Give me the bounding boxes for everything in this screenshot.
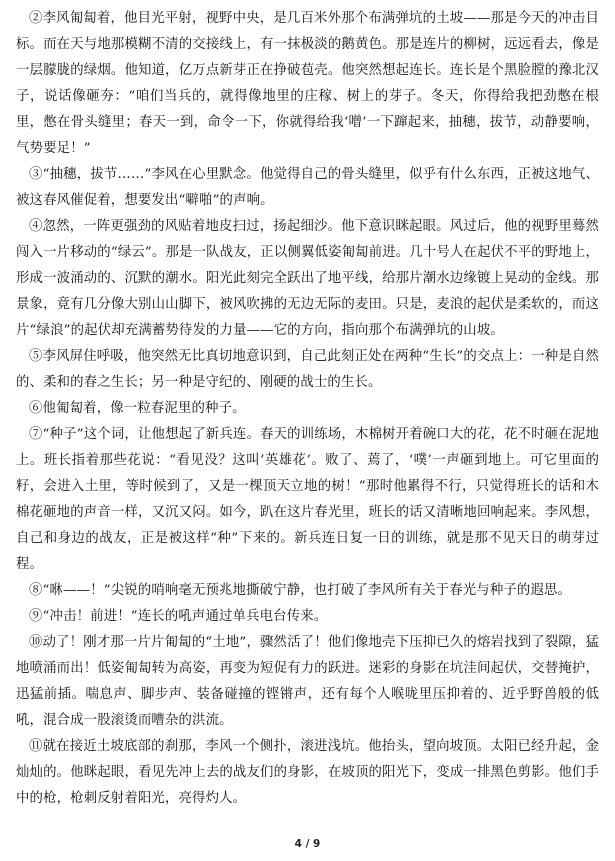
paragraph-6: ⑥他匍匐着，像一粒春泥里的种子。: [29, 401, 246, 416]
paragraph-7: ⑦“种子”这个词，让他想起了新兵连。春天的训练场，木棉树开着碗口大的花，花不时砸在泥地上。班长指着那些花说：“看见没？这叫‘英雄花’。败了、蔫了，‘噗’一声砸到地上。可它里面的籽，会进入土里，等时候到了，又是一棵顶天立地的树！”那时他累得不行，只觉得班长的话和木棉花砸地的声音一样，又沉又闷。如今，趴在这片春光里，班长的话又清晰地回响起来。李风想，自己和身边的战友，正是被这样“种”下来的。新兵连日复一日的训练，就是那不见天日的萌芽过程。: [16, 427, 599, 572]
paragraph-10: ⑩动了！刚才那一片片匍匐的“土地”，骤然活了！他们像地壳下压抑已久的熔岩找到了裂隙，猛地喷涌而出！低姿匍匐转为高姿，再变为短促有力的跃进。迷彩的身影在坑洼间起伏，交替掩护，迅猛前插。喘息声、脚步声、装备碰撞的铿锵声，还有每个人喉咙里压抑着的、近乎野兽般的低吼，混合成一股滚烫而嘈杂的洪流。: [16, 635, 599, 728]
paragraph-2: ②李风匍匐着，他目光平射，视野中央，是几百米外那个布满弹坑的土坡——那是今天的冲击目标。而在天与地那模糊不清的交接线上，有一抹极淡的鹅黄色。那是连片的柳树，远远看去，像是一层朦胧的绿烟。他知道，亿万点新芽正在挣破苞壳。他突然想起连长。连长是个黑脸膛的豫北汉子，说话像砸夯：“咱们当兵的，就得像地里的庄稼、树上的芽子。冬天，你得给我把劲憋在根里，憋在骨头缝里；春天一到，命令一下，你就得给我‘噌’一下蹿起来，抽穗，拔节，动静要响，气势要足！”: [16, 11, 599, 156]
paragraph-5: ⑤李风屏住呼吸，他突然无比真切地意识到，自己此刻正处在两种“生长”的交点上：一种是自然的、柔和的春之生长；另一种是守纪的、刚硬的战士的生长。: [16, 349, 599, 390]
paragraph-3: ③“抽穗，拔节……”李风在心里默念。他觉得自己的骨头缝里，似乎有什么东西，正被这地气、被这春风催促着，想要发出“噼啪”的声响。: [16, 167, 599, 208]
page-number: 4 / 9: [294, 838, 321, 850]
paragraph-8: ⑧“咻——！”尖锐的哨响毫无预兆地撕破宁静，也打破了李风所有关于春光与种子的遐思。: [29, 583, 572, 598]
paragraph-11: ⑪就在接近土坡底部的刹那，李风一个侧扑，滚进浅坑。他抬头，望向坡顶。太阳已经升起，金灿灿的。他眯起眼，看见先冲上去的战友们的身影，在坡顶的阳光下，变成一排黑色剪影。他们手中的枪，枪刺反射着阳光，亮得灼人。: [16, 739, 599, 806]
paragraph-9: ⑨“冲击！前进！”连长的吼声通过单兵电台传来。: [29, 609, 328, 624]
paragraph-4: ④忽然，一阵更强劲的风贴着地皮扫过，扬起细沙。他下意识眯起眼。风过后，他的视野里蓦然闯入一片移动的“绿云”。那是一队战友，正以侧翼低姿匍匐前进。几十号人在起伏不平的野地上，形成一波涌动的、沉默的潮水。阳光此刻完全跃出了地平线，给那片潮水边缘镀上晃动的金线。那景象，竟有几分像大别山山脚下，被风吹拂的无边无际的麦田。只是，麦浪的起伏是柔软的，而这片“绿浪”的起伏却充满蓄势待发的力量——它的方向，指向那个布满弹坑的山坡。: [16, 219, 599, 338]
